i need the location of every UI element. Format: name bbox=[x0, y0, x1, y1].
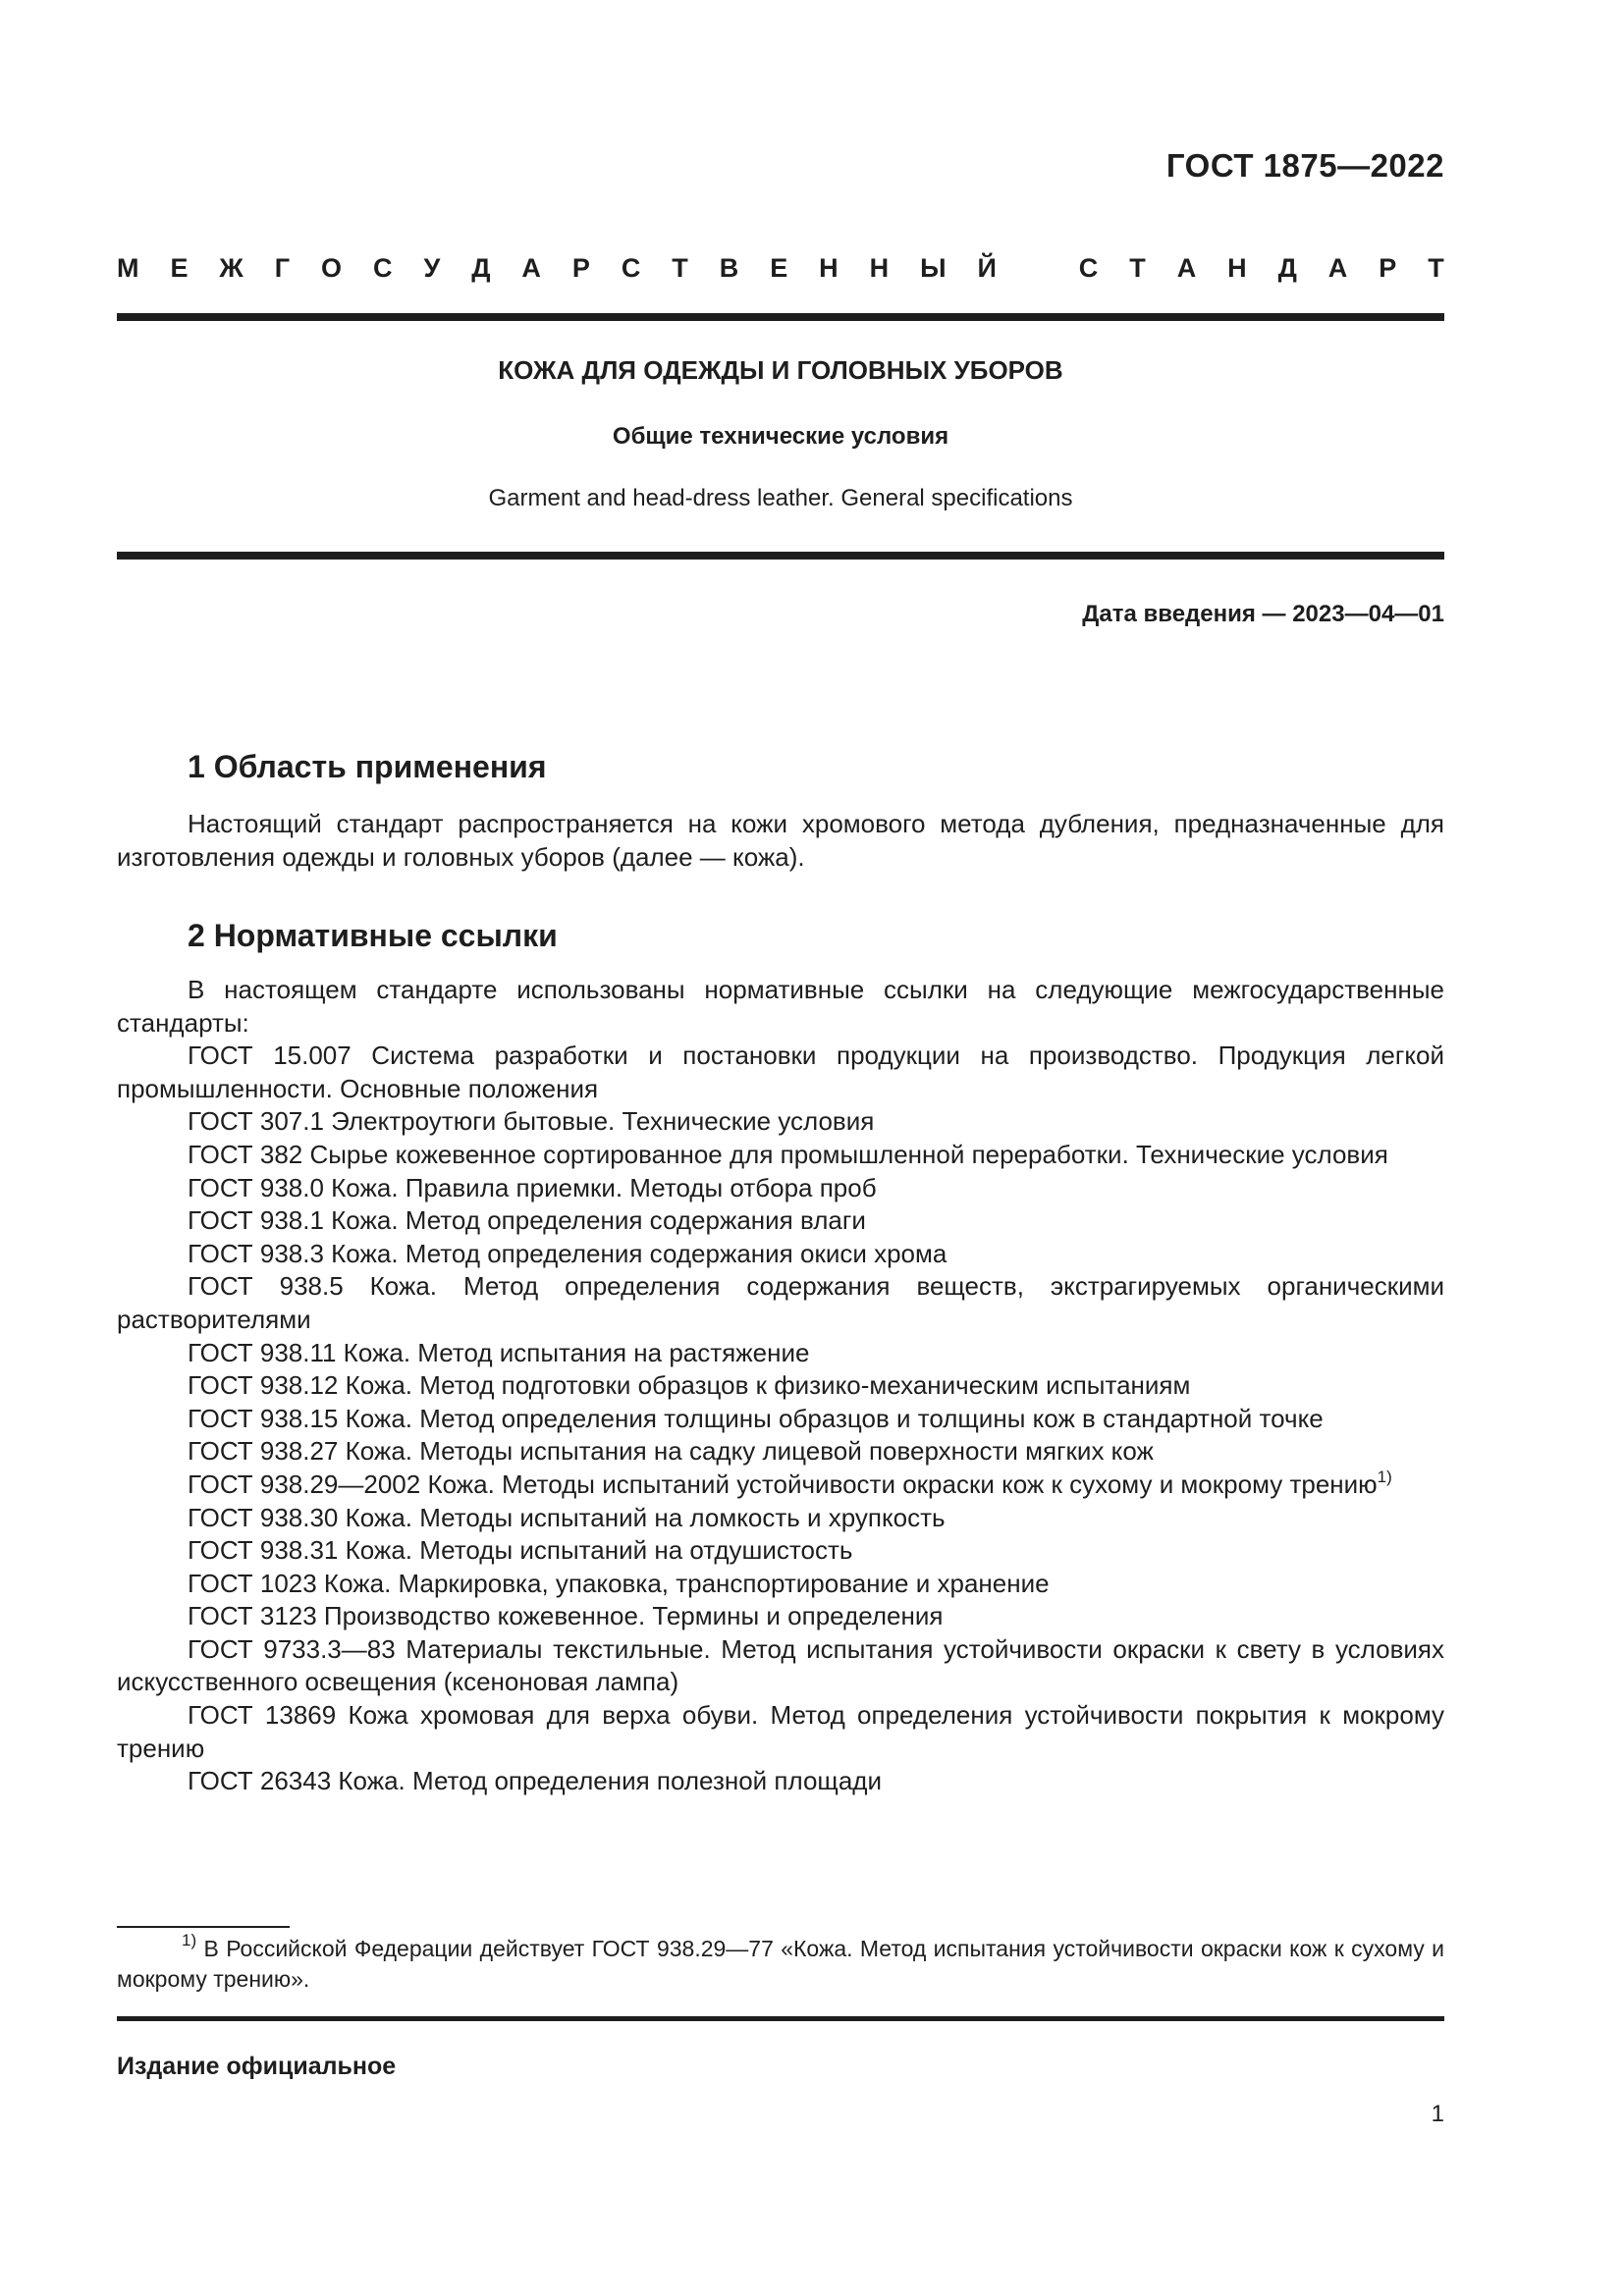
reference-item bbox=[117, 1204, 1444, 1238]
reference-item bbox=[117, 1568, 1444, 1601]
standard-type-letters bbox=[117, 253, 1444, 284]
footnote-reference-mark: 1) bbox=[1377, 1467, 1392, 1486]
introduction-date: Дата введения — 2023—04—01 bbox=[1082, 601, 1444, 627]
reference-text: ГОСТ 26343 Кожа. Метод определения полезной площади bbox=[188, 1766, 882, 1796]
reference-text: ГОСТ 938.31 Кожа. Методы испытаний на отдушистость bbox=[188, 1535, 853, 1566]
reference-text: ГОСТ 9733.3—83 Материалы текстильные. Метод испытания устойчивости окраски к свету в условиях искусственного освещения (ксеноновая лампа) bbox=[117, 1633, 1444, 1697]
reference-text: ГОСТ 13869 Кожа хромовая для верха обуви. Метод определения устойчивости покрытия к мокрому трению bbox=[117, 1700, 1444, 1763]
standard-type-letter: Й bbox=[977, 253, 997, 283]
references-items bbox=[117, 1040, 1444, 1798]
page-number: 1 bbox=[1431, 2101, 1444, 2127]
standard-type-letter: Ы bbox=[920, 253, 947, 283]
standard-type-letter: Т bbox=[672, 253, 688, 283]
standard-type-letter: М bbox=[117, 253, 139, 283]
reference-text: ГОСТ 15.007 Система разработки и постановки продукции на производство. Продукция легкой промышленности. Основные положения bbox=[117, 1041, 1444, 1103]
standard-type-letter: А bbox=[521, 253, 541, 283]
section-1-text: Настоящий стандарт распространяется на кожи хромового метода дубления, предназначенные для изготовления одежды и головных уборов (далее — кожа). bbox=[117, 809, 1444, 872]
standard-type-letter: Т bbox=[1428, 253, 1444, 283]
standard-type-letter: С bbox=[1078, 253, 1099, 283]
standard-type-letter: Д bbox=[1277, 253, 1297, 283]
reference-text: ГОСТ 307.1 Электроутюги бытовые. Технические условия bbox=[188, 1106, 875, 1137]
reference-item bbox=[117, 1403, 1444, 1436]
standard-type-letter: Г bbox=[274, 253, 291, 283]
reference-text: ГОСТ 938.30 Кожа. Методы испытаний на ломкость и хрупкость bbox=[188, 1502, 946, 1532]
standard-type-letter: У bbox=[423, 253, 441, 283]
standard-type-letter: Е bbox=[770, 253, 788, 283]
reference-item bbox=[117, 1337, 1444, 1370]
reference-text: ГОСТ 938.11 Кожа. Метод испытания на растяжение bbox=[188, 1337, 810, 1367]
standard-type-letter: Р bbox=[1379, 253, 1397, 283]
section-2-heading: 2 Нормативные ссылки bbox=[188, 918, 558, 953]
doc-subtitle: Общие технические условия bbox=[612, 423, 949, 450]
reference-item bbox=[117, 1105, 1444, 1139]
reference-text: ГОСТ 938.0 Кожа. Правила приемки. Методы отбора проб bbox=[188, 1172, 877, 1202]
section-1-heading: 1 Область применения bbox=[188, 749, 547, 784]
word-gap bbox=[1028, 253, 1048, 284]
doc-title-english: Garment and head-dress leather. General specifications bbox=[488, 485, 1073, 511]
official-edition-label: Издание официальное bbox=[117, 2053, 397, 2080]
footer-rule bbox=[117, 2016, 1444, 2021]
reference-item bbox=[117, 1238, 1444, 1271]
reference-text: ГОСТ 938.12 Кожа. Метод подготовки образцов к физико-механическим испытаниям bbox=[188, 1370, 1191, 1401]
standard-type-letter: С bbox=[621, 253, 641, 283]
reference-item bbox=[117, 1633, 1444, 1699]
references-list bbox=[117, 974, 1444, 1798]
standard-type-letter: В bbox=[719, 253, 739, 283]
reference-item bbox=[117, 1270, 1444, 1336]
reference-text: ГОСТ 938.3 Кожа. Метод определения содержания окиси хрома bbox=[188, 1238, 947, 1268]
reference-text: ГОСТ 938.29—2002 Кожа. Методы испытаний устойчивости окраски кож к сухому и мокрому трению bbox=[188, 1468, 1378, 1499]
reference-text: ГОСТ 1023 Кожа. Маркировка, упаковка, транспортирование и хранение bbox=[188, 1568, 1050, 1598]
footnote-text: В Российской Федерации действует ГОСТ 938.29—77 «Кожа. Метод испытания устойчивости окраски кож к сухому и мокрому трению». bbox=[117, 1936, 1445, 1992]
reference-item bbox=[117, 1139, 1444, 1172]
reference-item bbox=[117, 1435, 1444, 1468]
reference-text: ГОСТ 938.27 Кожа. Методы испытания на садку лицевой поверхности мягких кож bbox=[188, 1436, 1154, 1467]
standard-type-letter: О bbox=[321, 253, 343, 283]
footnote-separator bbox=[117, 1926, 290, 1928]
doc-number: ГОСТ 1875—2022 bbox=[1165, 147, 1444, 184]
reference-item bbox=[117, 1534, 1444, 1568]
standard-type-letter: А bbox=[1176, 253, 1197, 283]
reference-item bbox=[117, 1468, 1444, 1502]
references-intro: В настоящем стандарте использованы нормативные ссылки на следующие межгосударственные стандарты: bbox=[117, 975, 1444, 1038]
reference-item bbox=[117, 1765, 1444, 1798]
reference-item bbox=[117, 1600, 1444, 1633]
standard-type-letter: А bbox=[1327, 253, 1348, 283]
reference-item bbox=[117, 1040, 1444, 1105]
doc-title: КОЖА ДЛЯ ОДЕЖДЫ И ГОЛОВНЫХ УБОРОВ bbox=[498, 355, 1063, 385]
reference-text: ГОСТ 382 Сырье кожевенное сортированное для промышленной переработки. Технические условия bbox=[188, 1139, 1388, 1169]
title-rule bbox=[117, 552, 1444, 560]
standard-type-letter: Н bbox=[1227, 253, 1247, 283]
standard-type-letter: Д bbox=[471, 253, 491, 283]
reference-item bbox=[117, 1502, 1444, 1535]
standard-type-letter: Н bbox=[869, 253, 890, 283]
standard-type-letter: Е bbox=[170, 253, 189, 283]
reference-text: ГОСТ 938.1 Кожа. Метод определения содержания влаги bbox=[188, 1205, 866, 1236]
standard-type-letter: Т bbox=[1129, 253, 1146, 283]
reference-text: ГОСТ 938.5 Кожа. Метод определения содержания веществ, экстрагируемых органическими растворителями bbox=[117, 1271, 1444, 1334]
reference-item bbox=[117, 1172, 1444, 1205]
header-rule bbox=[117, 313, 1444, 321]
reference-text: ГОСТ 3123 Производство кожевенное. Термины и определения bbox=[188, 1601, 944, 1631]
reference-item bbox=[117, 1369, 1444, 1403]
standard-type-letter: С bbox=[373, 253, 393, 283]
standard-type-letter: Н bbox=[819, 253, 839, 283]
footnote-mark: 1) bbox=[182, 1931, 197, 1949]
standard-type-letter: Ж bbox=[219, 253, 244, 283]
reference-item bbox=[117, 1699, 1444, 1765]
standard-type-heading bbox=[117, 253, 1444, 284]
footnote bbox=[117, 1931, 1445, 1995]
reference-text: ГОСТ 938.15 Кожа. Метод определения толщины образцов и толщины кож в стандартной точке bbox=[188, 1403, 1324, 1433]
standard-type-letter: Р bbox=[571, 253, 590, 283]
